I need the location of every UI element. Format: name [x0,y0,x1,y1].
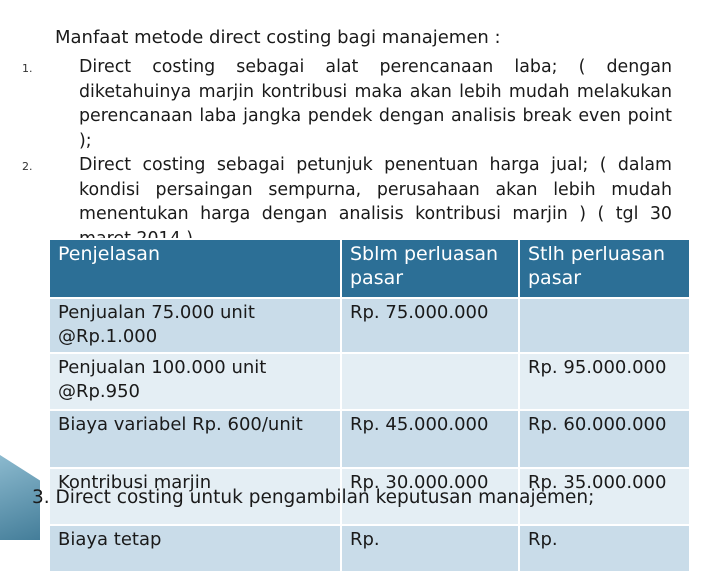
header-penjelasan: Penjelasan [49,239,341,298]
intro-heading: Manfaat metode direct costing bagi manajemen : [55,27,501,48]
table-cell: Kontribusi marjin [49,468,341,525]
table-cell: Rp. 45.000.000 [341,410,519,468]
table-cell: Biaya variabel Rp. 600/unit [49,410,341,468]
comparison-table [48,238,691,573]
list-item-text: Direct costing sebagai alat perencanaan laba; ( dengan diketahuinya marjin kontribusi maka akan lebih mudah melakukan perencanaan laba jangka pendek dengan analisis break even point ); [79,57,672,151]
list-item-text: Direct costing sebagai petunjuk penentuan harga jual; ( dalam kondisi persaingan sempurna, perusahaan akan lebih mudah menentukan harga dengan analisis kontribusi marjin ) ( tgl 30 [79,155,672,224]
list-number: 1. [22,62,33,75]
table-cell: Biaya tetap [49,525,341,572]
table-row [49,353,690,410]
table-row [49,410,690,468]
table-row [49,298,690,353]
table-cell: Rp. 30.000.000 [341,468,519,525]
table-header-row [49,239,690,298]
benefit-list [22,55,672,251]
table-cell: Rp. 35.000.000 [519,468,690,525]
table-cell: Rp. 95.000.000 [519,353,690,410]
table-cell: Rp. [341,525,519,572]
table-cell [519,298,690,353]
list-number: 2. [22,160,33,173]
table-cell: Rp. 60.000.000 [519,410,690,468]
table-cell: Rp. [519,525,690,572]
table-cell: Penjualan 100.000 unit @Rp.950 [49,353,341,410]
list-item [22,55,672,153]
table-cell [341,353,519,410]
header-after-expansion: Stlh perluasan pasar [519,239,690,298]
header-before-expansion: Sblm perluasan pasar [341,239,519,298]
table-cell: Rp. 75.000.000 [341,298,519,353]
table-row [49,525,690,572]
list-item [22,153,672,251]
overlay-list-item-3: 3. Direct costing untuk pengambilan keputusan manajemen; [32,487,595,508]
table-cell: Penjualan 75.000 unit @Rp.1.000 [49,298,341,353]
